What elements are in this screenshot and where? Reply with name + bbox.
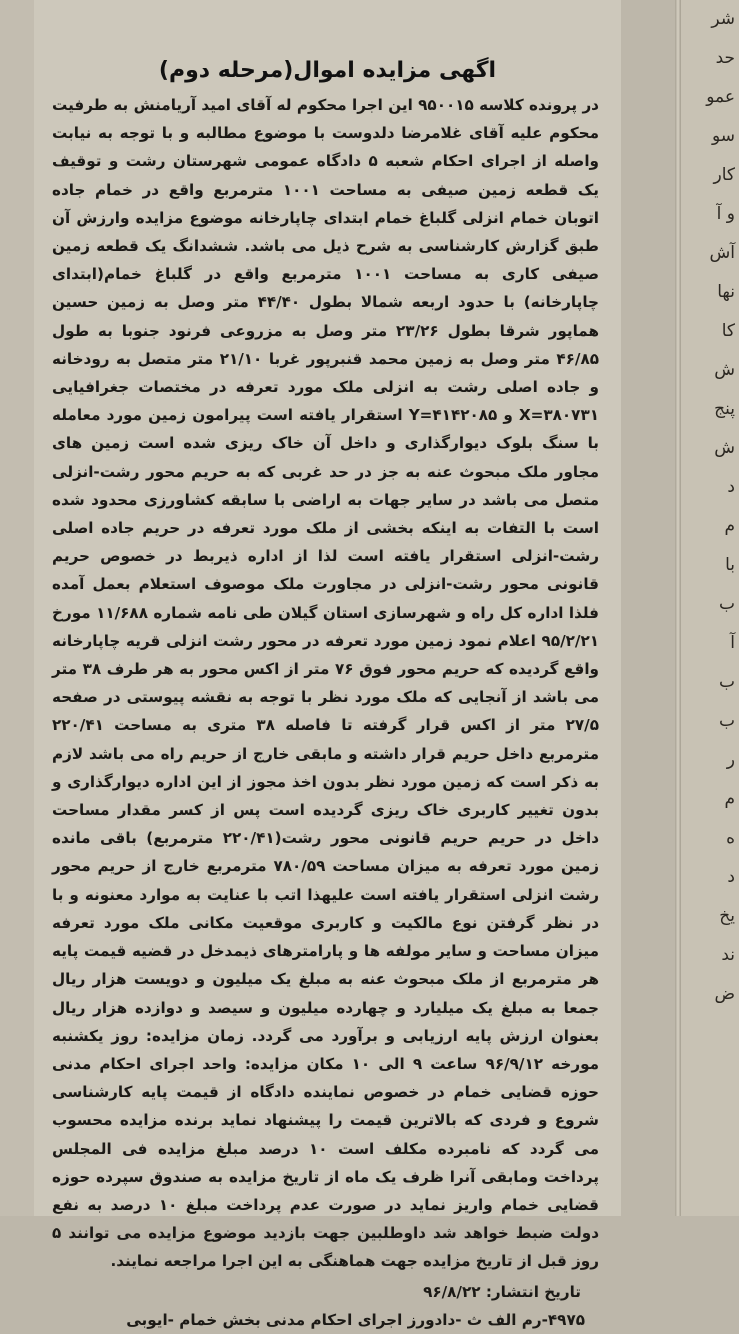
adjacent-column-text: [679, 0, 739, 1014]
notice-footer: ۴۹۷۵-رم الف ث -دادورز اجرای احکام مدنی بخش خمام -ایوبی: [126, 1310, 585, 1329]
adjacent-column-line: ش: [714, 360, 735, 380]
adjacent-column-line: حد: [715, 48, 735, 68]
adjacent-column-line: ه: [726, 828, 735, 848]
adjacent-column-line: نها: [717, 282, 735, 302]
adjacent-column-line: کا: [721, 321, 735, 341]
adjacent-column-line: پنج: [714, 399, 735, 419]
adjacent-column-line: ب: [718, 711, 735, 731]
adjacent-column-line: با: [725, 555, 735, 575]
adjacent-column-line: م: [724, 516, 735, 536]
publish-date: تاریخ انتشار: ۹۶/۸/۲۲: [423, 1282, 581, 1301]
adjacent-column-line: ند: [721, 945, 735, 965]
adjacent-column-line: ب: [718, 672, 735, 692]
adjacent-column-line: م: [724, 789, 735, 809]
adjacent-column-line: یخ: [719, 906, 735, 926]
adjacent-column-line: ب: [718, 594, 735, 614]
adjacent-column-line: شر: [711, 9, 735, 29]
notice-column: [34, 0, 621, 1329]
page-fold: [675, 0, 681, 1216]
adjacent-column-line: آش: [709, 243, 735, 263]
adjacent-column-line: سو: [711, 126, 735, 146]
adjacent-column-line: آ: [730, 633, 735, 653]
notice-title: اگهی مزایده اموال(مرحله دوم): [158, 58, 497, 83]
adjacent-column-line: و آ: [716, 204, 735, 224]
adjacent-column: [679, 0, 739, 1216]
adjacent-column-line: ض: [714, 984, 735, 1004]
adjacent-page-left: [0, 0, 34, 1216]
notice-body: در پرونده کلاسه ۹۵۰۰۱۵ این اجرا محکوم له آقای امید آریامنش به طرفیت محکوم علیه آقای غلامرضا دلدوست با موضوع مطالبه و با توجه به نیابت واصله از اجرای احکام شعبه ۵ دادگاه عمومی شهرستان رشت و توقیف یک قطعه زمین صیفی به مساحت ۱۰۰۱ مترمربع واقع در خمام جاده اتوبان خمام انزلی گلباغ خمام ابتدای چاپارخانه موضوع مزایده وارزش آن طبق گزارش کارشناسی به شرح ذیل می باشد. ششدانگ یک قطعه زمین صیفی کاری به مساحت ۱۰۰۱ مترمربع واقع در گلباغ خمام(ابتدای چاپارخانه) با حدود اربعه شمالا بطول ۴۴/۴۰ متر وصل به زمین حسین هماپور شرقا بطول ۲۳/۲۶ متر وصل به مزروعی فرنود جنوبا به طول ۴۶/۸۵ متر وصل به زمین محمد قنبرپور غربا ۲۱/۱۰ متر متصل به رودخانه و جاده اصلی رشت به انزلی ملک مورد تعرفه در مختصات جغرافیایی X=۳۸۰۷۳۱ و Y=۴۱۴۲۰۸۵ استقرار یافته است پیرامون زمین مورد معامله با سنگ بلوک دیوارگذاری و داخل آن خاک ریزی شده است زمین های مجاور ملک مبحوث عنه به جز در حد غربی که به حریم محور رشت-انزلی متصل می باشد در سایر جهات به اراضی با سابقه کشاورزی محدود شده است با التفات به اینکه بخشی از ملک مورد تعرفه در حریم جاده اصلی رشت-انزلی استقرار یافته است لذا از اداره ذیربط در خصوص حریم قانونی محور رشت-انزلی در مجاورت ملک موصوف استعلام بعمل آمده فلذا اداره کل راه و شهرسازی استان گیلان طی نامه شماره ۱۱/۶۸۸ مورخ ۹۵/۲/۲۱ اعلام نمود زمین مورد تعرفه در محور رشت انزلی قریه چاپارخانه واقع گردیده که حریم محور فوق ۷۶ متر از اکس محور به هر طرف ۳۸ متر می باشد از آنجایی که ملک مورد نظر با توجه به نقشه پیوستی در صفحه ۲۷/۵ متر از اکس قرار گرفته تا فاصله ۳۸ متری به مساحت ۲۲۰/۴۱ مترمربع داخل حریم قرار داشته و مابقی خارج از حریم راه می باشد لازم به ذکر است که زمین مورد نظر بدون اخذ مجوز از این اداره دیوارگذاری و بدون تغییر کاربری خاک ریزی گردیده است پس از کسر مقدار مساحت داخل در حریم حریم قانونی محور رشت(۲۲۰/۴۱ مترمربع) باقی مانده زمین مورد تعرفه به میزان مساحت ۷۸۰/۵۹ مترمربع خارج از حریم محور رشت انزلی استقرار یافته است علیهذا اتب با عنایت به موارد معنونه و با در نظر گرفتن نوع مالکیت و کاربری موقعیت مکانی ملک مورد تعرفه میزان مساحت و سایر مولفه ها و پارامترهای ذیمدخل در قضیه قیمت پایه هر مترمربع از ملک مبحوث عنه به مبلغ یک میلیون و دویست هزار ریال جمعا به مبلغ یک میلیارد و چهارده میلیون و سیصد و دوازده هزار ریال بعنوان ارزش پایه ارزیابی و برآورد می گردد. زمان مزایده: روز یکشنبه مورخه ۹۶/۹/۱۲ ساعت ۹ الی ۱۰ مکان مزایده: واحد اجرای احکام مدنی حوزه قضایی خمام در خصوص نماینده دادگاه از قیمت پایه کارشناسی شروع و فردی که بالاترین قیمت را پیشنهاد نماید برنده مزایده محسوب می گردد که نامبرده مکلف است ۱۰ درصد مبلغ مزایده فی المجلس پرداخت ومابقی آنرا ظرف یک ماه از تاریخ مزایده به صندوق سپرده حوزه قضایی خمام واریز نماید در صورت عدم پرداخت مبلغ ۱۰ درصد به نفع دولت ضبط خواهد شد داوطلبین جهت بازدید موضوع مزایده می توانند ۵ روز قبل از تاریخ مزایده جهت هماهنگی به این اجرا مراجعه نمایند.: [52, 96, 600, 1271]
adjacent-column-line: عمو: [706, 87, 735, 107]
adjacent-column-line: د: [727, 867, 735, 887]
adjacent-column-line: د: [727, 477, 735, 497]
adjacent-column-line: ش: [714, 438, 735, 458]
adjacent-column-line: ر: [726, 750, 735, 770]
adjacent-column-line: کار: [713, 165, 735, 185]
